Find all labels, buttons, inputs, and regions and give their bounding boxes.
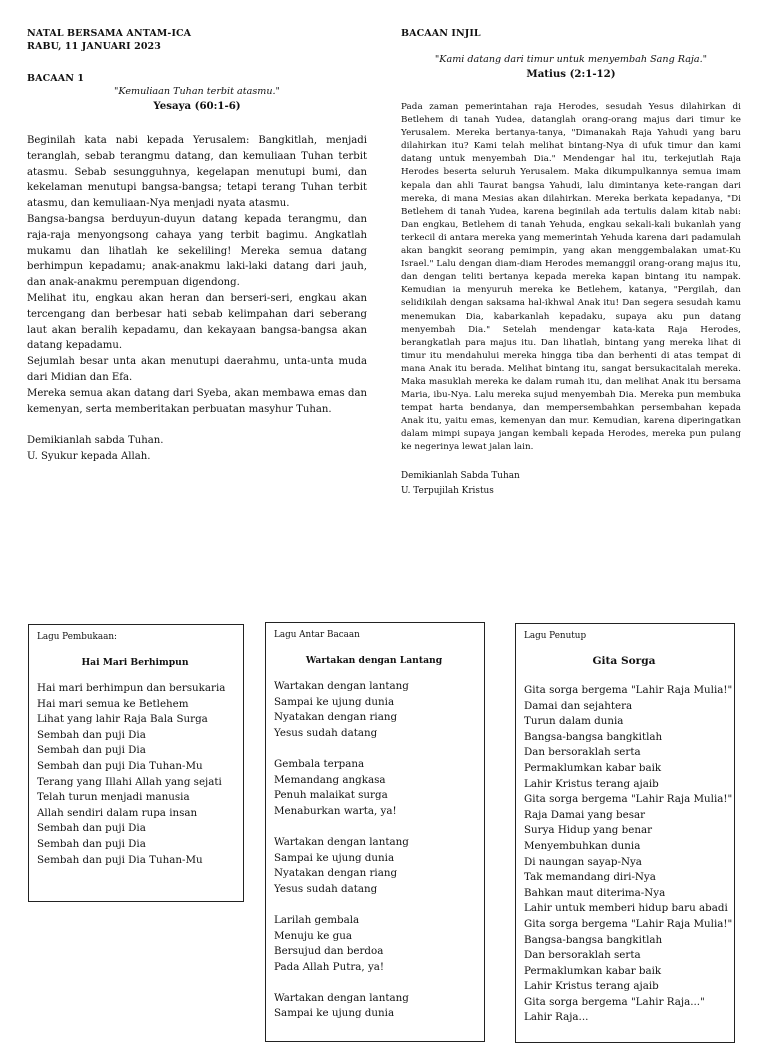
- lyric-line: Tak memandang diri-Nya: [524, 871, 656, 884]
- event-title: NATAL BERSAMA ANTAM-ICA: [27, 28, 192, 39]
- lyric-line: Lahir Kristus terang ajaib: [524, 980, 659, 993]
- gospel-theme: "Kami datang dari timur untuk menyembah Sang Raja.": [434, 54, 708, 65]
- opening-song-box: [28, 624, 244, 902]
- opening-song-lyrics: [37, 681, 233, 868]
- lyric-line: Bahkan maut diterima-Nya: [524, 886, 666, 899]
- lyric-line: Sembah dan puji Dia: [37, 728, 146, 741]
- lyric-line: Sembah dan puji Dia: [37, 837, 146, 850]
- lyric-line: Dan bersoraklah serta: [524, 746, 641, 759]
- lyric-line: Lahir Kristus terang ajaib: [524, 777, 659, 790]
- reading1-paragraph: Bangsa-bangsa berduyun-duyun datang kepada terangmu, dan raja-raja menyongsong cahaya yang terbit bagimu. Angkatlah mukamu dan lihatlah ke sekeliling! Mereka semua datang berhimpun kepadamu; anak-anakmu laki-laki datang dari jauh, dan anak-anakmu perempuan digendong.: [27, 213, 367, 289]
- event-date: RABU, 11 JANUARI 2023: [27, 41, 161, 52]
- lyric-line: Yesus sudah datang: [274, 882, 378, 895]
- lyric-line: Penuh malaikat surga: [274, 789, 388, 802]
- reading1-closing: Demikianlah sabda Tuhan.: [27, 435, 164, 447]
- lyric-line: Damai dan sejahtera: [524, 699, 633, 712]
- stanza-gap: [274, 897, 474, 913]
- closing-song-label: Lagu Penutup: [524, 631, 587, 641]
- lyric-line: Nyatakan dengan riang: [274, 711, 398, 724]
- lyric-line: Gita sorga bergema "Lahir Raja Mulia!": [524, 793, 733, 806]
- lyric-line: Menaburkan warta, ya!: [274, 804, 397, 817]
- first-reading-column: [27, 27, 367, 465]
- lyric-line: Wartakan dengan lantang: [274, 835, 409, 848]
- closing-song-box: [515, 623, 735, 1043]
- lyric-line: Hai mari berhimpun dan bersukaria: [37, 682, 226, 694]
- opening-song-label: Lagu Pembukaan:: [37, 632, 117, 642]
- lyric-line: Turun dalam dunia: [524, 715, 624, 728]
- reading1-paragraph: Mereka semua akan datang dari Syeba, akan membawa emas dan kemenyan, serta memberitakan perbuatan masyhur Tuhan.: [27, 387, 367, 415]
- stanza-gap: [274, 975, 474, 991]
- lyric-line: Terang yang Illahi Allah yang sejati: [37, 775, 222, 788]
- lyric-line: Sembah dan puji Dia Tuhan-Mu: [37, 853, 203, 866]
- lyric-line: Bangsa-bangsa bangkitlah: [524, 933, 663, 946]
- reading1-theme: "Kemuliaan Tuhan terbit atasmu.": [114, 86, 280, 97]
- reading1-response: U. Syukur kepada Allah.: [27, 451, 151, 463]
- reading1-paragraph: Melihat itu, engkau akan heran dan berseri-seri, engkau akan tercengang dan berbesar hati sebab kelimpahan dari seberang laut akan beralih kepadamu, dan kekayaan bangsa-bangsa akan datang kepadamu.: [27, 292, 367, 352]
- lyric-line: Hai mari semua ke Betlehem: [37, 697, 189, 710]
- lyric-line: Sembah dan puji Dia: [37, 744, 146, 757]
- stanza-gap: [274, 819, 474, 835]
- lyric-line: Bangsa-bangsa bangkitlah: [524, 730, 663, 743]
- interlude-song-box: [265, 622, 485, 1042]
- gospel-reading-column: [401, 27, 741, 499]
- gospel-reference: Matius (2:1-12): [526, 68, 616, 80]
- lyric-line: Permaklumkan kabar baik: [524, 761, 662, 774]
- reading1-paragraph: Beginilah kata nabi kepada Yerusalem: Bangkitlah, menjadi teranglah, sebab terangmu datang, dan kemuliaan Tuhan terbit atasmu. Sebab sesungguhnya, kegelapan menutupi bumi, dan kekelaman menutupi bangsa-bangsa; tetapi terang Tuhan terbit atasmu, dan kemuliaan-Nya menjadi nyata atasmu.: [27, 135, 367, 210]
- lyric-line: Yesus sudah datang: [274, 726, 378, 739]
- lyric-line: Menyembuhkan dunia: [524, 839, 641, 852]
- gospel-label: BACAAN INJIL: [401, 28, 481, 39]
- lyric-line: Lihat yang lahir Raja Bala Surga: [37, 713, 208, 726]
- lyric-line: Dan bersoraklah serta: [524, 949, 641, 962]
- lyric-line: Menuju ke gua: [274, 929, 352, 942]
- closing-song-title: Gita Sorga: [592, 655, 656, 667]
- stanza-gap: [274, 741, 474, 757]
- lyric-line: Sembah dan puji Dia: [37, 822, 146, 835]
- interlude-song-title: Wartakan dengan Lantang: [305, 655, 443, 666]
- lyric-line: Pada Allah Putra, ya!: [274, 960, 385, 973]
- lyric-line: Gita sorga bergema "Lahir Raja Mulia!": [524, 684, 733, 696]
- lyric-line: Sembah dan puji Dia Tuhan-Mu: [37, 759, 203, 772]
- lyric-line: Gita sorga bergema "Lahir Raja...": [524, 995, 705, 1008]
- lyric-line: Permaklumkan kabar baik: [524, 964, 662, 977]
- gospel-closing: Demikianlah Sabda Tuhan: [401, 470, 520, 481]
- lyric-line: Di naungan sayap-Nya: [524, 855, 642, 868]
- lyric-line: Wartakan dengan lantang: [274, 991, 409, 1004]
- reading1-paragraph: Sejumlah besar unta akan menutupi daerahmu, unta-unta muda dari Midian dan Efa.: [27, 356, 367, 383]
- lyric-line: Sampai ke ujung dunia: [274, 1007, 395, 1020]
- lyric-line: Nyatakan dengan riang: [274, 867, 398, 880]
- lyric-line: Larilah gembala: [274, 913, 360, 926]
- reading1-reference: Yesaya (60:1-6): [153, 100, 241, 112]
- interlude-song-label: Lagu Antar Bacaan: [274, 630, 360, 640]
- gospel-paragraph: Pada zaman pemerintahan raja Herodes, sesudah Yesus dilahirkan di Betlehem di tanah Yudea, datanglah orang-orang majus dari timur ke Yerusalem. Mereka bertanya-tanya, "Dimanakah Raja Yahudi yang baru dilahirkan itu? Kami telah melihat bintang-Nya di ufuk timur dan kami datang untuk menyembah Dia." Mendengar hal itu, terkejutlah Raja Herodes beserta seluruh Yerusalem. Maka dikumpulkannya semua imam kepala dan ahli Taurat bangsa Yahudi, lalu dimintanya kete-rangan dari mereka, di mana Mesias akan dilahirkan. Mereka berkata kepadanya, "Di Betlehem di tanah Yudea, karena beginilah ada tertulis dalam kitab nabi: Dan engkau, Betlehem di tanah Yehuda, engkau sekali-kali bukanlah yang terkecil di antara mereka yang memerintah Yehuda karena dari padamulah akan bangkit seorang pemimpin, yang akan menggembalakan umat-Ku Israel." Lalu dengan diam-diam Herodes memanggil orang-orang majus itu, dan dengan teliti bertanya kepada mereka kapan bintang itu nampak. Kemudian ia menyuruh mereka ke Betlehem, katanya, "Pergilah, dan selidikilah dengan saksama hal-ikhwal Anak itu! Dan segera sesudah kamu menemukan Dia, kabarkanlah kepadaku, supaya aku pun datang menyembah Dia." Setelah mendengar kata-kata Raja Herodes, berangkatlah para majus itu. Dan lihatlah, bintang yang mereka lihat di timur itu mendahului mereka hingga tiba dan berhenti di atas tempat di mana Anak itu berada. Melihat bintang itu, sangat bersukacitalah mereka. Maka masuklah mereka ke dalam rumah itu, dan melihat Anak itu bersama Maria, ibu-Nya. Lalu mereka sujud menyembah Dia. Mereka pun membuka tempat harta bendanya, dan mempersembahkan persembahan kepada Anak itu, yaitu emas, kemenyan dan mur. Kemudian, karena diperingatkan dalam mimpi supaya jangan kembali kepada Herodes, mereka pun pulang ke negerinya lewat jalan lain.: [401, 102, 741, 453]
- lyric-line: Wartakan dengan lantang: [274, 680, 409, 692]
- opening-song-title: Hai Mari Berhimpun: [81, 657, 189, 668]
- lyric-line: Gita sorga bergema "Lahir Raja Mulia!": [524, 917, 733, 930]
- lyric-line: Sampai ke ujung dunia: [274, 851, 395, 864]
- interlude-song-lyrics: [274, 679, 474, 1022]
- gospel-response: U. Terpujilah Kristus: [401, 485, 494, 496]
- lyric-line: Memandang angkasa: [274, 773, 386, 786]
- lyric-line: Telah turun menjadi manusia: [37, 791, 190, 804]
- lyric-line: Bersujud dan berdoa: [274, 945, 384, 958]
- lyric-line: Surya Hidup yang benar: [524, 824, 653, 837]
- lyric-line: Gembala terpana: [274, 757, 365, 770]
- lyric-line: Raja Damai yang besar: [524, 808, 646, 821]
- lyric-line: Allah sendiri dalam rupa insan: [37, 806, 198, 819]
- lyric-line: Lahir untuk memberi hidup baru abadi: [524, 902, 728, 915]
- reading1-label: BACAAN 1: [27, 73, 85, 84]
- lyric-line: Lahir Raja...: [524, 1011, 589, 1024]
- closing-song-lyrics: [524, 683, 733, 1026]
- lyric-line: Sampai ke ujung dunia: [274, 695, 395, 708]
